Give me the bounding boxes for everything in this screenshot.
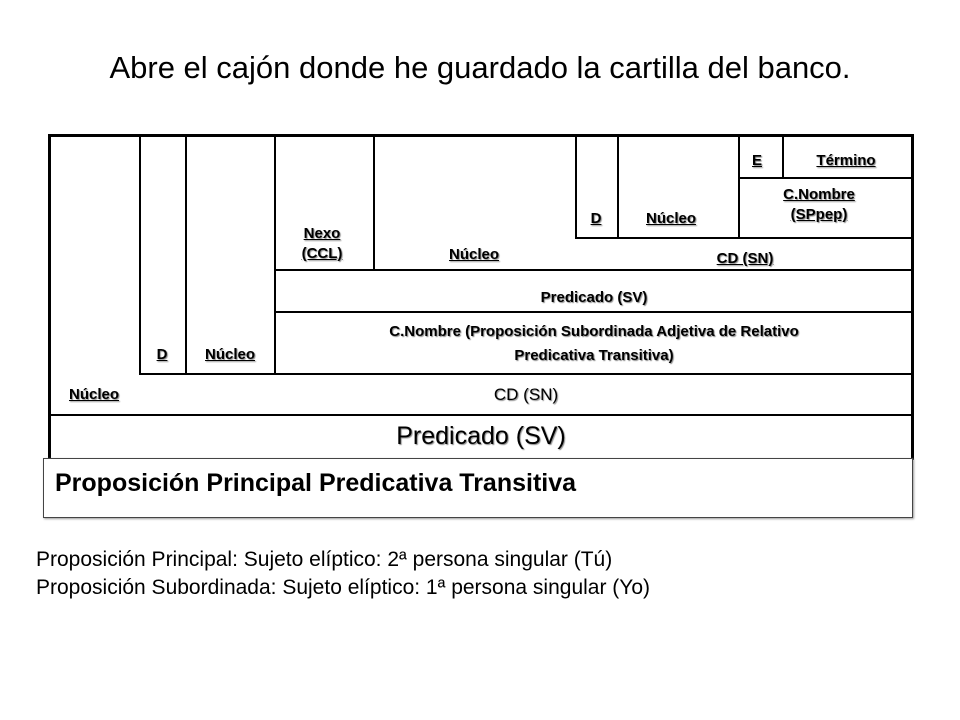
prop-sub-label: C.Nombre (Proposición Subordinada Adjetiva de Relativo Predicativa Transitiva) [389,323,799,364]
main-proposition-box [43,458,913,518]
nucleo-main-label: Núcleo [68,386,120,403]
cd-sn-outer-label: CD (SN) [493,385,559,404]
nucleo-verb-sub-label: Núcleo [448,246,500,263]
nexo-label: Nexo (CCL) [301,225,343,262]
divider [139,134,141,374]
divider [274,311,913,313]
e-label: E [751,152,763,169]
predicado-sv-outer-label: Predicado (SV) [396,422,566,450]
d-inner-label: D [590,210,602,227]
divider [185,134,187,374]
notes [36,546,650,602]
main-proposition-label: Proposición Principal Predicativa Transitiva [55,469,577,497]
divider [575,237,913,239]
sentence-title: Abre el cajón donde he guardado la cartilla del banco. [109,50,851,85]
divider [782,134,784,178]
divider [274,269,913,271]
nucleo-outer-label: Núcleo [204,346,256,363]
nucleo-inner-label: Núcleo [645,210,697,227]
divider [373,134,375,270]
divider [617,134,619,238]
divider [738,134,740,238]
divider [738,177,913,179]
divider [139,373,913,375]
table-border-right [911,134,914,460]
divider [575,134,577,238]
note-line: Proposición Subordinada: Sujeto elíptico: 1ª persona singular (Yo) [36,576,651,599]
divider [274,134,276,374]
divider [48,414,914,416]
table-border-left [48,134,51,460]
predicado-sv-inner-label: Predicado (SV) [540,289,648,306]
table-border-top [48,134,914,137]
cnombre-sppep-label: C.Nombre (SPpep) [783,186,855,223]
termino-label: Término [816,152,876,169]
cd-sn-inner-label: CD (SN) [716,250,774,267]
d-outer-label: D [156,346,168,363]
note-line: Proposición Principal: Sujeto elíptico: 2ª persona singular (Tú) [36,548,613,571]
